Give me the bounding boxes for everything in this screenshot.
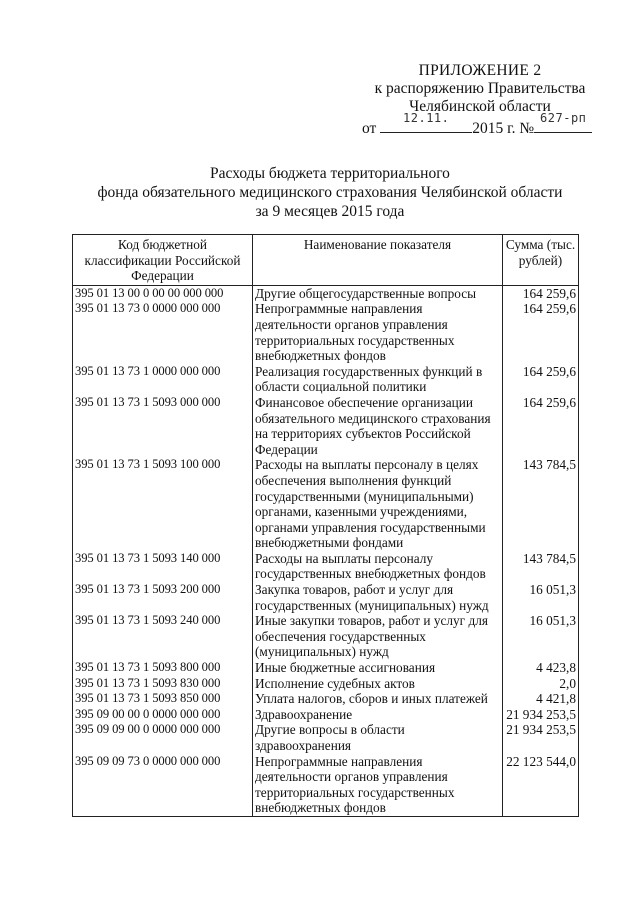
table-row xyxy=(73,754,579,817)
date-value: 12.11. xyxy=(403,111,450,125)
row-name: Закупка товаров, работ и услуг для государственных (муниципальных) нужд xyxy=(253,582,503,613)
header-code: Код бюджетной классификации Российской Федерации xyxy=(73,235,253,286)
row-name: Здравоохранение xyxy=(253,707,503,723)
row-amount: 16 051,3 xyxy=(503,613,579,660)
table-row xyxy=(73,364,579,395)
appendix-dateline xyxy=(360,111,600,138)
row-code: 395 09 00 00 0 0000 000 000 xyxy=(73,707,253,723)
row-amount: 164 259,6 xyxy=(503,364,579,395)
document-title xyxy=(60,164,600,221)
row-name: Расходы на выплаты персоналу государственных внебюджетных фондов xyxy=(253,551,503,582)
row-code: 395 01 13 00 0 00 00 000 000 xyxy=(73,285,253,301)
row-name: Непрограммные направления деятельности органов управления территориальных государственных внебюджетных фондов xyxy=(253,301,503,363)
table-row xyxy=(73,613,579,660)
table-row xyxy=(73,582,579,613)
row-name: Расходы на выплаты персоналу в целях обеспечения выполнения функций государственными (муниципальными) органами, казенными учреждениями, органами управления государственными внебюджетными фондами xyxy=(253,457,503,551)
row-code: 395 01 13 73 1 5093 800 000 xyxy=(73,660,253,676)
row-code: 395 01 13 73 1 5093 240 000 xyxy=(73,613,253,660)
title-line-1: Расходы бюджета территориального xyxy=(210,165,450,182)
row-code: 395 09 09 73 0 0000 000 000 xyxy=(73,754,253,817)
table-row xyxy=(73,660,579,676)
budget-table xyxy=(72,234,579,817)
row-code: 395 01 13 73 1 5093 830 000 xyxy=(73,676,253,692)
table-row xyxy=(73,457,579,551)
row-name: Другие общегосударственные вопросы xyxy=(253,285,503,301)
row-code: 395 01 13 73 1 5093 850 000 xyxy=(73,691,253,707)
appendix-line-1: к распоряжению Правительства xyxy=(374,80,586,97)
row-code: 395 09 09 00 0 0000 000 000 xyxy=(73,722,253,753)
row-name: Иные закупки товаров, работ и услуг для обеспечения государственных (муниципальных) нужд xyxy=(253,613,503,660)
row-name: Реализация государственных функций в области социальной политики xyxy=(253,364,503,395)
row-code: 395 01 13 73 1 5093 200 000 xyxy=(73,582,253,613)
table-row xyxy=(73,395,579,457)
row-amount: 143 784,5 xyxy=(503,551,579,582)
table-body xyxy=(73,285,579,816)
row-amount: 22 123 544,0 xyxy=(503,754,579,817)
year-text: 2015 г. № xyxy=(472,120,535,137)
title-line-2: фонда обязательного медицинского страхования Челябинской области xyxy=(97,184,563,201)
row-code: 395 01 13 73 0 0000 000 000 xyxy=(73,301,253,363)
table-header-row xyxy=(73,235,579,286)
date-field xyxy=(380,111,472,133)
title-line-3: за 9 месяцев 2015 года xyxy=(255,203,405,220)
table-row xyxy=(73,691,579,707)
row-code: 395 01 13 73 1 5093 140 000 xyxy=(73,551,253,582)
row-amount: 21 934 253,5 xyxy=(503,722,579,753)
row-name: Другие вопросы в области здравоохранения xyxy=(253,722,503,753)
row-amount: 164 259,6 xyxy=(503,301,579,363)
row-amount: 4 423,8 xyxy=(503,660,579,676)
row-name: Финансовое обеспечение организации обязательного медицинского страхования на территориях субъектов Российской Федерации xyxy=(253,395,503,457)
row-amount: 143 784,5 xyxy=(503,457,579,551)
row-name: Непрограммные направления деятельности органов управления территориальных государственных внебюджетных фондов xyxy=(253,754,503,817)
number-field xyxy=(534,111,592,133)
table-row xyxy=(73,676,579,692)
row-code: 395 01 13 73 1 5093 100 000 xyxy=(73,457,253,551)
table-row xyxy=(73,722,579,753)
row-amount: 164 259,6 xyxy=(503,395,579,457)
row-amount: 2,0 xyxy=(503,676,579,692)
table-row xyxy=(73,285,579,301)
row-name: Уплата налогов, сборов и иных платежей xyxy=(253,691,503,707)
row-name: Исполнение судебных актов xyxy=(253,676,503,692)
table-row xyxy=(73,551,579,582)
table-row xyxy=(73,707,579,723)
from-label: от xyxy=(362,120,377,137)
row-code: 395 01 13 73 1 0000 000 000 xyxy=(73,364,253,395)
row-code: 395 01 13 73 1 5093 000 000 xyxy=(73,395,253,457)
appendix-heading: ПРИЛОЖЕНИЕ 2 xyxy=(418,62,542,79)
header-amount: Сумма (тыс. рублей) xyxy=(503,235,579,286)
number-value: 627-рп xyxy=(540,111,587,125)
row-name: Иные бюджетные ассигнования xyxy=(253,660,503,676)
appendix-header xyxy=(360,62,600,138)
header-name: Наименование показателя xyxy=(253,235,503,286)
row-amount: 4 421,8 xyxy=(503,691,579,707)
row-amount: 164 259,6 xyxy=(503,285,579,301)
table-row xyxy=(73,301,579,363)
appendix-line-2: Челябинской области xyxy=(409,98,551,115)
row-amount: 21 934 253,5 xyxy=(503,707,579,723)
row-amount: 16 051,3 xyxy=(503,582,579,613)
